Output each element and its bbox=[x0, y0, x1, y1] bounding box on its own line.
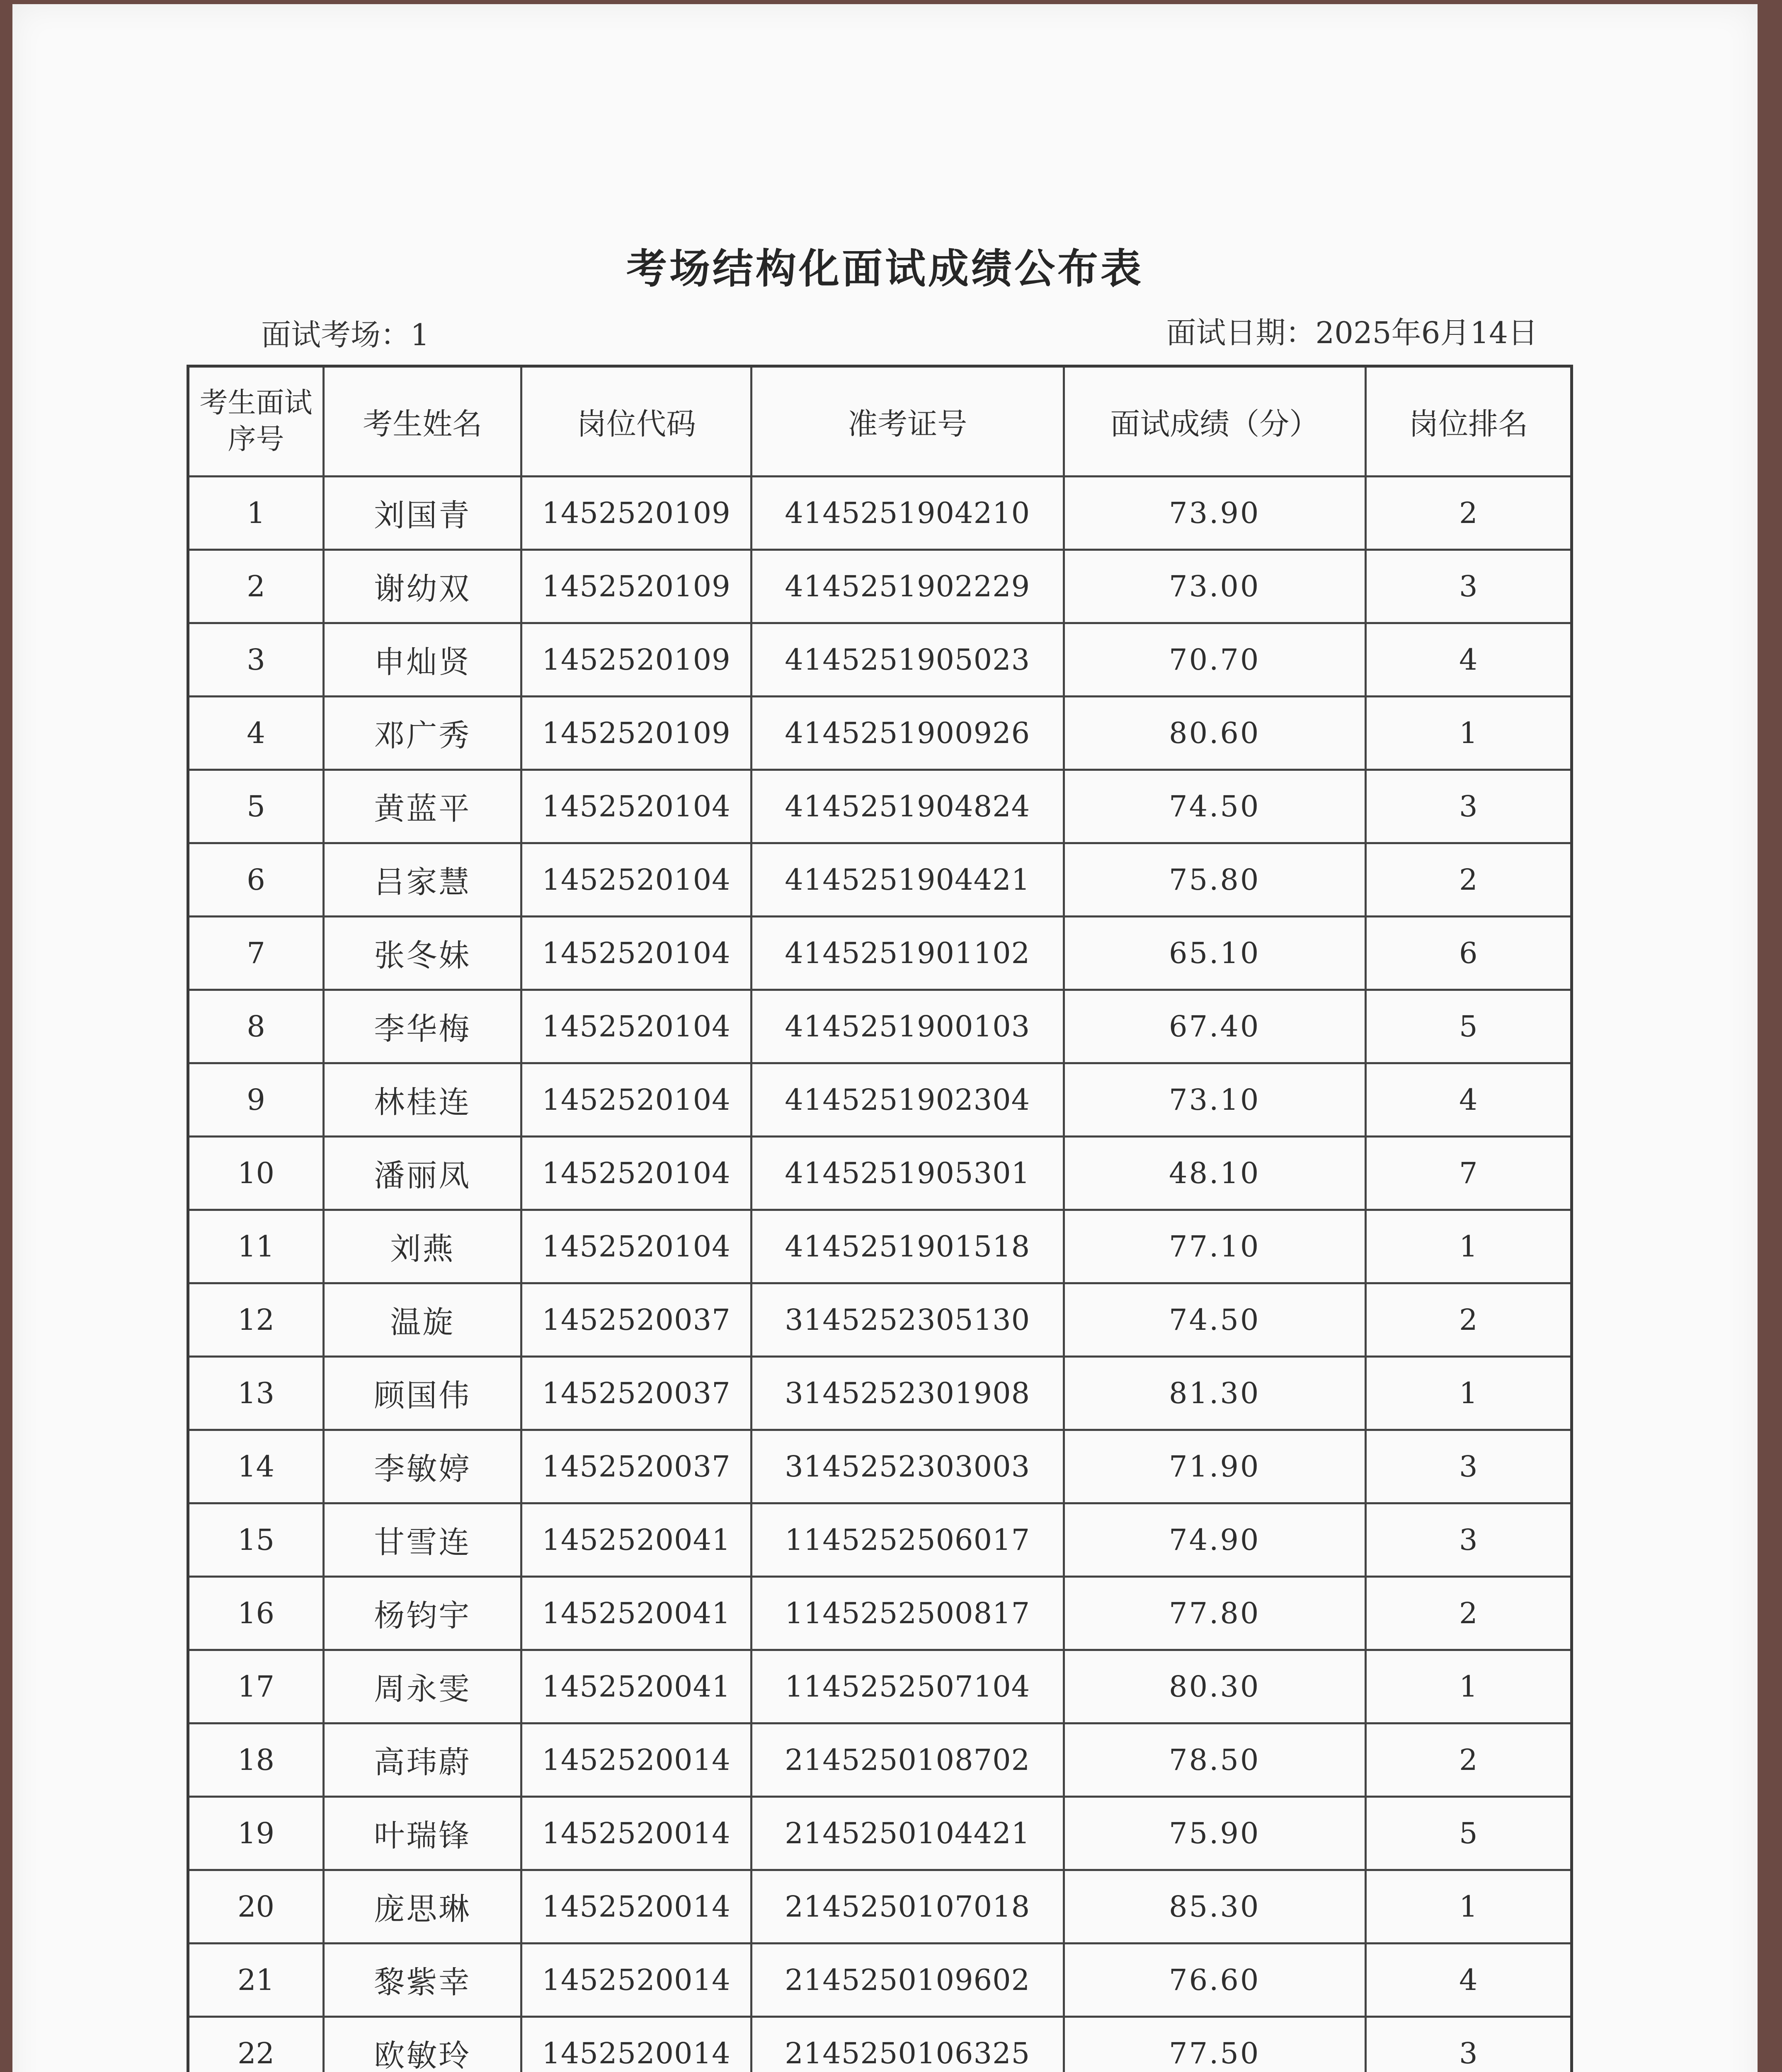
cell-score: 78.50 bbox=[1064, 1723, 1365, 1797]
cell-exam-no: 1145252500817 bbox=[751, 1577, 1064, 1650]
cell-score: 77.10 bbox=[1064, 1210, 1365, 1283]
table-row bbox=[188, 917, 1572, 990]
header-exam-no: 准考证号 bbox=[751, 366, 1064, 477]
cell-rank: 4 bbox=[1365, 1944, 1571, 2017]
document-title: 考场结构化面试成绩公布表 bbox=[626, 245, 1144, 293]
cell-name: 高玮蔚 bbox=[324, 1723, 521, 1797]
table-row bbox=[188, 477, 1572, 550]
cell-exam-no: 3145252301908 bbox=[751, 1357, 1064, 1430]
cell-rank: 6 bbox=[1365, 917, 1571, 990]
cell-rank: 3 bbox=[1365, 770, 1571, 843]
cell-seq: 5 bbox=[188, 770, 324, 843]
score-table bbox=[187, 365, 1573, 2072]
cell-exam-no: 3145252303003 bbox=[751, 1430, 1064, 1503]
cell-score: 67.40 bbox=[1064, 990, 1365, 1063]
cell-exam-no: 4145251905301 bbox=[751, 1137, 1064, 1210]
cell-score: 73.90 bbox=[1064, 477, 1365, 550]
cell-name: 林桂连 bbox=[324, 1063, 521, 1137]
cell-rank: 2 bbox=[1365, 1577, 1571, 1650]
cell-seq: 17 bbox=[188, 1650, 324, 1723]
cell-rank: 2 bbox=[1365, 1723, 1571, 1797]
cell-rank: 4 bbox=[1365, 623, 1571, 697]
cell-seq: 7 bbox=[188, 917, 324, 990]
exam-date: 面试日期：2025年6月14日 bbox=[1166, 315, 1538, 350]
cell-post-code: 1452520037 bbox=[521, 1283, 751, 1357]
cell-score: 74.50 bbox=[1064, 770, 1365, 843]
cell-rank: 1 bbox=[1365, 1357, 1571, 1430]
cell-exam-no: 4145251905023 bbox=[751, 623, 1064, 697]
table-row bbox=[188, 623, 1572, 697]
cell-post-code: 1452520014 bbox=[521, 1797, 751, 1870]
table-row bbox=[188, 1283, 1572, 1357]
cell-rank: 1 bbox=[1365, 1210, 1571, 1283]
cell-post-code: 1452520104 bbox=[521, 1137, 751, 1210]
cell-post-code: 1452520104 bbox=[521, 770, 751, 843]
cell-name: 吕家慧 bbox=[324, 843, 521, 917]
cell-exam-no: 4145251902229 bbox=[751, 550, 1064, 623]
cell-name: 张冬妹 bbox=[324, 917, 521, 990]
cell-name: 刘燕 bbox=[324, 1210, 521, 1283]
cell-rank: 1 bbox=[1365, 1870, 1571, 1944]
cell-exam-no: 2145250109602 bbox=[751, 1944, 1064, 2017]
cell-name: 申灿贤 bbox=[324, 623, 521, 697]
table-row bbox=[188, 1137, 1572, 1210]
header-post-code: 岗位代码 bbox=[521, 366, 751, 477]
table-row bbox=[188, 697, 1572, 770]
cell-seq: 13 bbox=[188, 1357, 324, 1430]
cell-exam-no: 4145251901518 bbox=[751, 1210, 1064, 1283]
header-rank: 岗位排名 bbox=[1365, 366, 1571, 477]
cell-name: 顾国伟 bbox=[324, 1357, 521, 1430]
cell-score: 48.10 bbox=[1064, 1137, 1365, 1210]
cell-name: 黄蓝平 bbox=[324, 770, 521, 843]
cell-post-code: 1452520109 bbox=[521, 550, 751, 623]
cell-score: 80.30 bbox=[1064, 1650, 1365, 1723]
cell-name: 潘丽凤 bbox=[324, 1137, 521, 1210]
table-row bbox=[188, 770, 1572, 843]
header-score: 面试成绩（分） bbox=[1064, 366, 1365, 477]
table-row bbox=[188, 1430, 1572, 1503]
table-row bbox=[188, 1650, 1572, 1723]
cell-score: 70.70 bbox=[1064, 623, 1365, 697]
cell-seq: 18 bbox=[188, 1723, 324, 1797]
cell-rank: 5 bbox=[1365, 990, 1571, 1063]
cell-score: 73.10 bbox=[1064, 1063, 1365, 1137]
cell-seq: 6 bbox=[188, 843, 324, 917]
cell-score: 76.60 bbox=[1064, 1944, 1365, 2017]
cell-post-code: 1452520014 bbox=[521, 1944, 751, 2017]
cell-rank: 3 bbox=[1365, 550, 1571, 623]
cell-score: 73.00 bbox=[1064, 550, 1365, 623]
cell-name: 欧敏玲 bbox=[324, 2017, 521, 2072]
cell-score: 74.50 bbox=[1064, 1283, 1365, 1357]
cell-rank: 2 bbox=[1365, 843, 1571, 917]
table-row bbox=[188, 990, 1572, 1063]
cell-score: 81.30 bbox=[1064, 1357, 1365, 1430]
table-row bbox=[188, 1797, 1572, 1870]
exam-venue: 面试考场：1 bbox=[261, 317, 429, 352]
header-seq: 考生面试序号 bbox=[188, 366, 324, 477]
cell-name: 谢幼双 bbox=[324, 550, 521, 623]
cell-post-code: 1452520104 bbox=[521, 1063, 751, 1137]
cell-seq: 15 bbox=[188, 1503, 324, 1577]
table-row bbox=[188, 1063, 1572, 1137]
cell-name: 李华梅 bbox=[324, 990, 521, 1063]
table-row bbox=[188, 2017, 1572, 2072]
cell-exam-no: 2145250107018 bbox=[751, 1870, 1064, 1944]
cell-seq: 21 bbox=[188, 1944, 324, 2017]
cell-exam-no: 4145251902304 bbox=[751, 1063, 1064, 1137]
cell-exam-no: 4145251904824 bbox=[751, 770, 1064, 843]
cell-post-code: 1452520104 bbox=[521, 917, 751, 990]
cell-exam-no: 1145252507104 bbox=[751, 1650, 1064, 1723]
cell-exam-no: 2145250104421 bbox=[751, 1797, 1064, 1870]
cell-rank: 7 bbox=[1365, 1137, 1571, 1210]
cell-post-code: 1452520109 bbox=[521, 697, 751, 770]
cell-name: 李敏婷 bbox=[324, 1430, 521, 1503]
cell-seq: 22 bbox=[188, 2017, 324, 2072]
cell-post-code: 1452520104 bbox=[521, 1210, 751, 1283]
cell-name: 刘国青 bbox=[324, 477, 521, 550]
cell-exam-no: 4145251904421 bbox=[751, 843, 1064, 917]
cell-score: 65.10 bbox=[1064, 917, 1365, 990]
cell-name: 黎紫幸 bbox=[324, 1944, 521, 2017]
cell-seq: 8 bbox=[188, 990, 324, 1063]
cell-exam-no: 1145252506017 bbox=[751, 1503, 1064, 1577]
cell-seq: 11 bbox=[188, 1210, 324, 1283]
cell-name: 温旋 bbox=[324, 1283, 521, 1357]
cell-name: 叶瑞锋 bbox=[324, 1797, 521, 1870]
cell-rank: 2 bbox=[1365, 1283, 1571, 1357]
cell-seq: 10 bbox=[188, 1137, 324, 1210]
cell-exam-no: 4145251904210 bbox=[751, 477, 1064, 550]
table-row bbox=[188, 1577, 1572, 1650]
cell-seq: 1 bbox=[188, 477, 324, 550]
cell-post-code: 1452520014 bbox=[521, 1870, 751, 1944]
cell-rank: 3 bbox=[1365, 2017, 1571, 2072]
cell-seq: 20 bbox=[188, 1870, 324, 1944]
cell-score: 71.90 bbox=[1064, 1430, 1365, 1503]
cell-score: 77.80 bbox=[1064, 1577, 1365, 1650]
cell-exam-no: 3145252305130 bbox=[751, 1283, 1064, 1357]
cell-name: 周永雯 bbox=[324, 1650, 521, 1723]
table-row bbox=[188, 1210, 1572, 1283]
cell-name: 邓广秀 bbox=[324, 697, 521, 770]
cell-rank: 4 bbox=[1365, 1063, 1571, 1137]
cell-score: 75.90 bbox=[1064, 1797, 1365, 1870]
table-row bbox=[188, 550, 1572, 623]
header-name: 考生姓名 bbox=[324, 366, 521, 477]
cell-rank: 2 bbox=[1365, 477, 1571, 550]
cell-rank: 1 bbox=[1365, 1650, 1571, 1723]
table-row bbox=[188, 1503, 1572, 1577]
cell-post-code: 1452520104 bbox=[521, 990, 751, 1063]
cell-post-code: 1452520037 bbox=[521, 1430, 751, 1503]
cell-score: 77.50 bbox=[1064, 2017, 1365, 2072]
cell-seq: 14 bbox=[188, 1430, 324, 1503]
cell-seq: 4 bbox=[188, 697, 324, 770]
cell-post-code: 1452520037 bbox=[521, 1357, 751, 1430]
table-row bbox=[188, 1944, 1572, 2017]
cell-exam-no: 2145250108702 bbox=[751, 1723, 1064, 1797]
cell-name: 杨钧宇 bbox=[324, 1577, 521, 1650]
cell-exam-no: 4145251901102 bbox=[751, 917, 1064, 990]
cell-seq: 9 bbox=[188, 1063, 324, 1137]
cell-rank: 1 bbox=[1365, 697, 1571, 770]
cell-score: 74.90 bbox=[1064, 1503, 1365, 1577]
document-sheet bbox=[12, 4, 1758, 2072]
cell-score: 80.60 bbox=[1064, 697, 1365, 770]
cell-seq: 16 bbox=[188, 1577, 324, 1650]
cell-post-code: 1452520014 bbox=[521, 2017, 751, 2072]
cell-seq: 3 bbox=[188, 623, 324, 697]
cell-score: 85.30 bbox=[1064, 1870, 1365, 1944]
cell-post-code: 1452520041 bbox=[521, 1650, 751, 1723]
cell-rank: 3 bbox=[1365, 1503, 1571, 1577]
cell-name: 甘雪连 bbox=[324, 1503, 521, 1577]
cell-post-code: 1452520014 bbox=[521, 1723, 751, 1797]
table-row bbox=[188, 843, 1572, 917]
table-body bbox=[188, 477, 1572, 2072]
cell-post-code: 1452520104 bbox=[521, 843, 751, 917]
cell-exam-no: 2145250106325 bbox=[751, 2017, 1064, 2072]
cell-post-code: 1452520109 bbox=[521, 623, 751, 697]
cell-seq: 12 bbox=[188, 1283, 324, 1357]
table-header-row bbox=[188, 366, 1572, 477]
table-row bbox=[188, 1357, 1572, 1430]
cell-seq: 2 bbox=[188, 550, 324, 623]
cell-rank: 3 bbox=[1365, 1430, 1571, 1503]
table-row bbox=[188, 1870, 1572, 1944]
cell-post-code: 1452520041 bbox=[521, 1577, 751, 1650]
cell-name: 庞思琳 bbox=[324, 1870, 521, 1944]
cell-rank: 5 bbox=[1365, 1797, 1571, 1870]
cell-score: 75.80 bbox=[1064, 843, 1365, 917]
cell-post-code: 1452520109 bbox=[521, 477, 751, 550]
cell-seq: 19 bbox=[188, 1797, 324, 1870]
cell-post-code: 1452520041 bbox=[521, 1503, 751, 1577]
table-row bbox=[188, 1723, 1572, 1797]
cell-exam-no: 4145251900926 bbox=[751, 697, 1064, 770]
cell-exam-no: 4145251900103 bbox=[751, 990, 1064, 1063]
